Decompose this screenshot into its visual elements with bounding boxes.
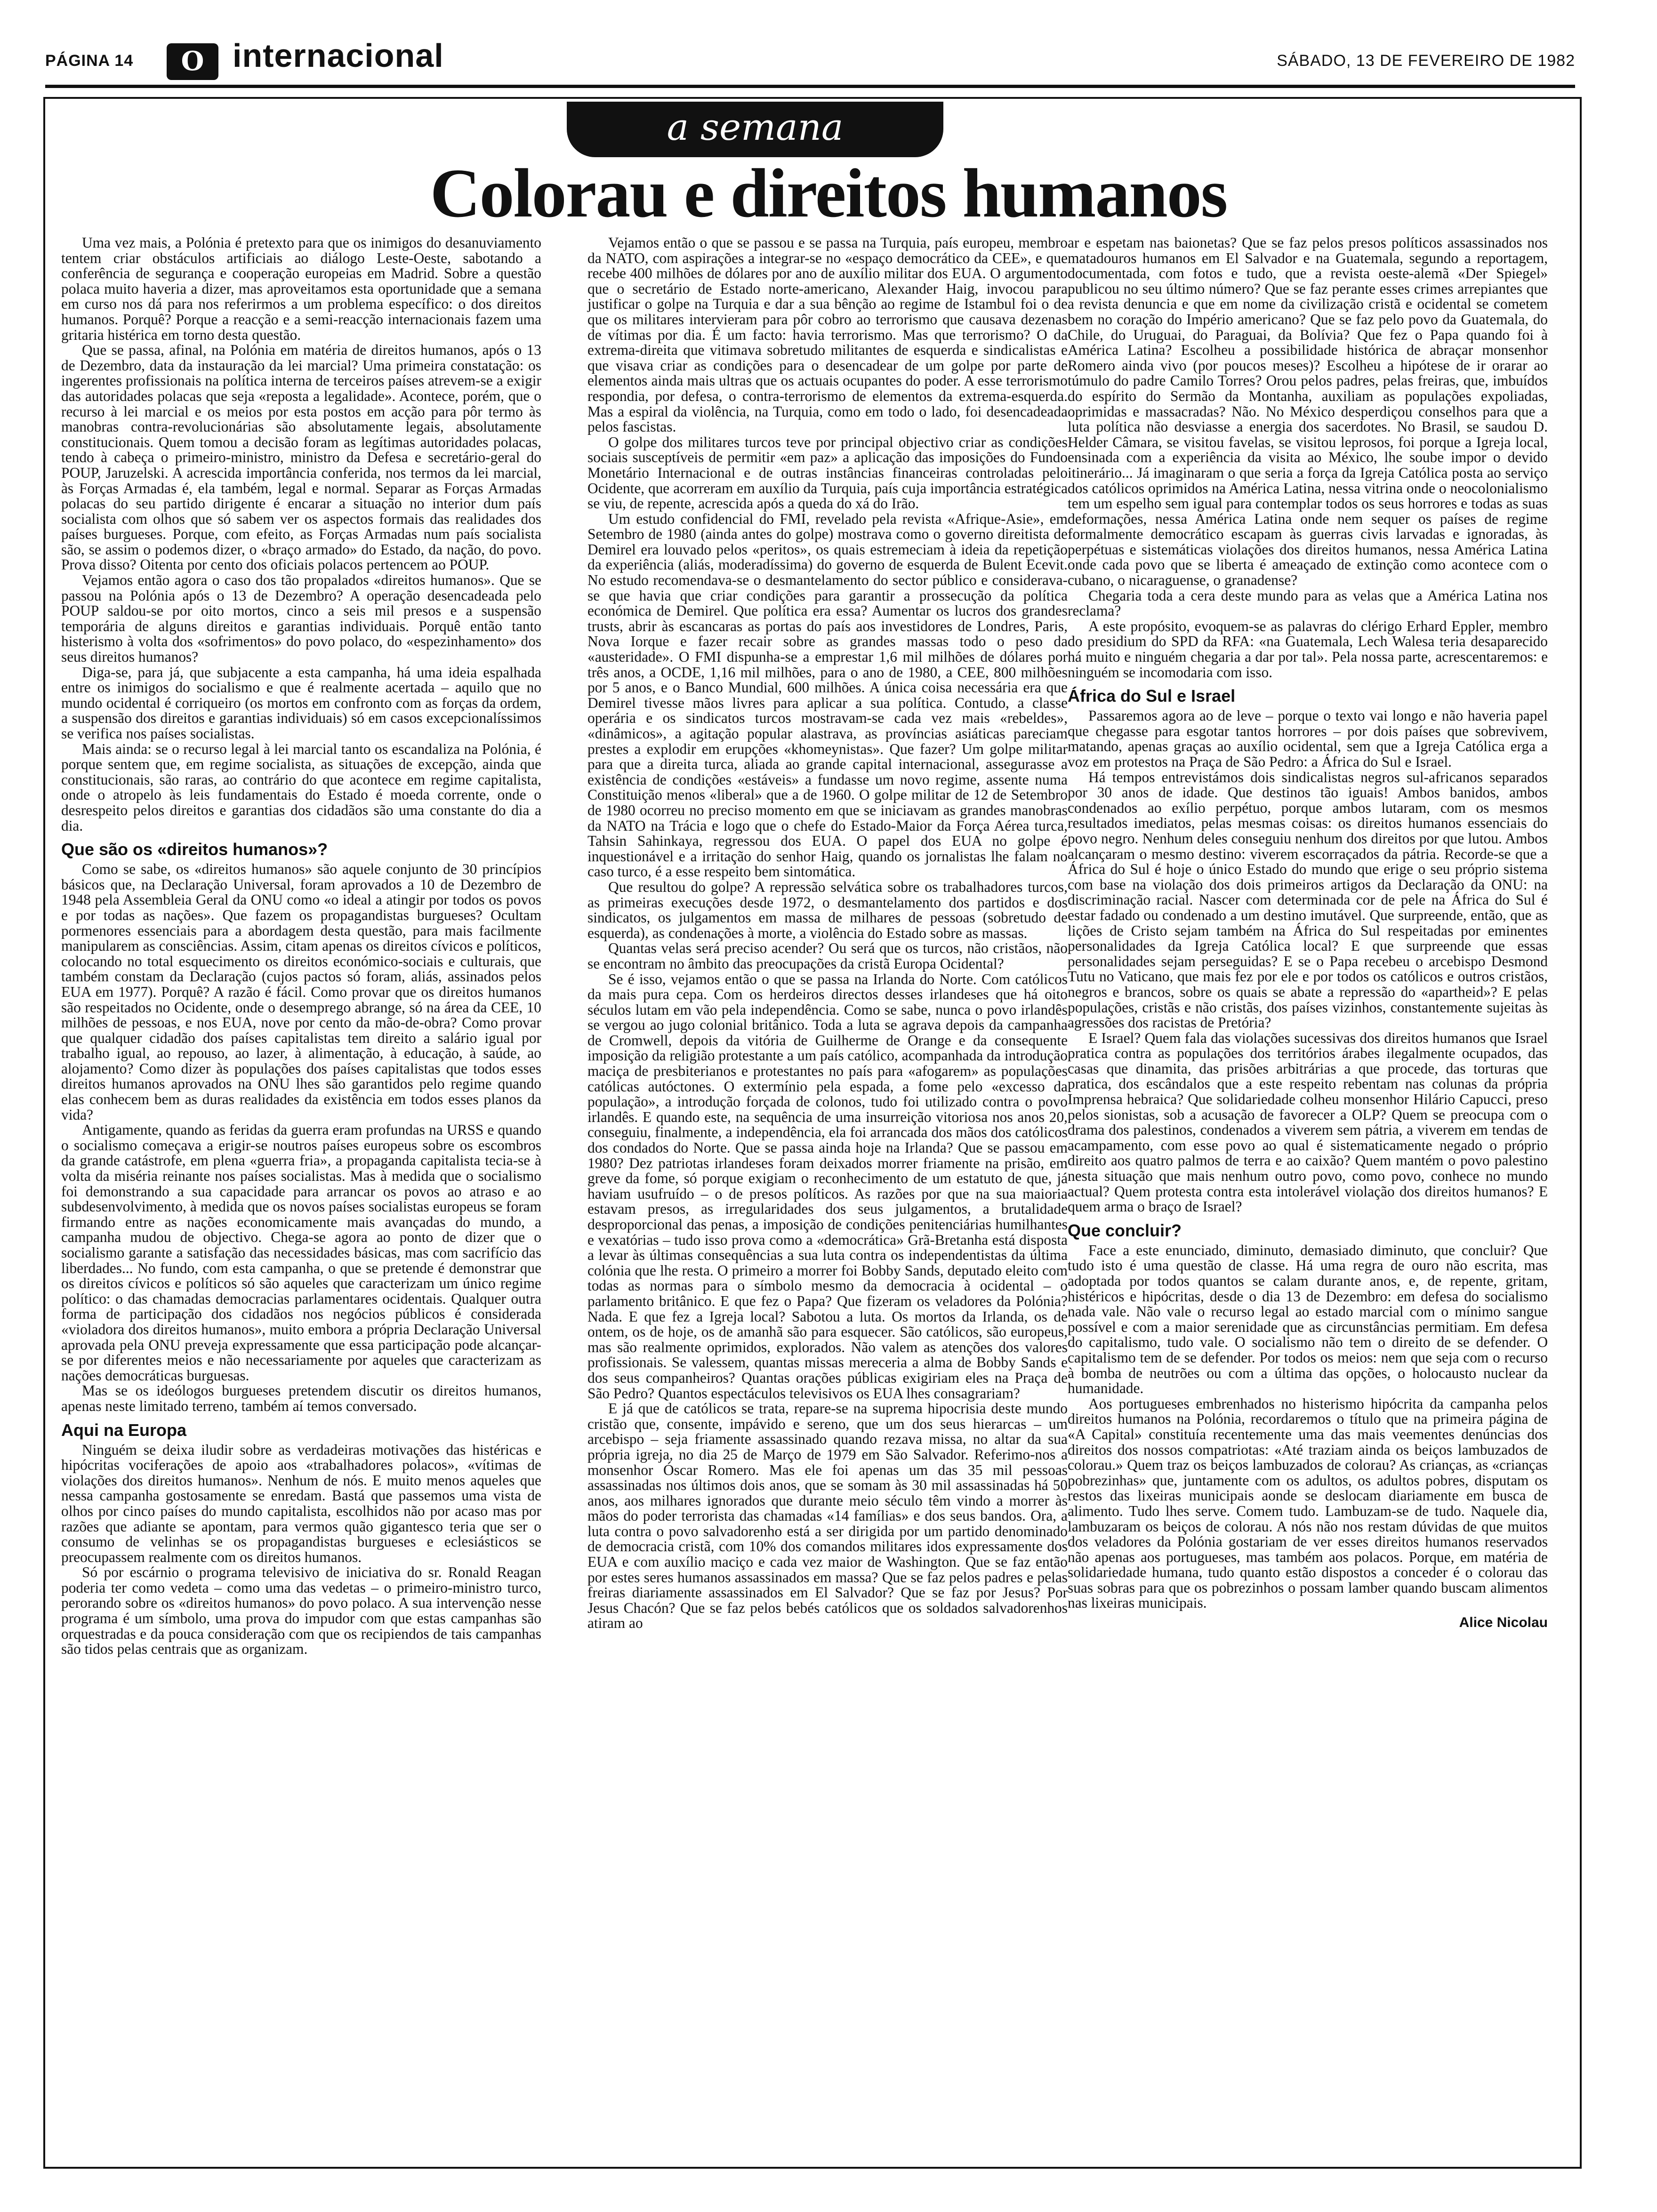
paragraph: Vejamos então o que se passou e se passa na Turquia, país europeu, membro da NATO, com aspirações a integrar-se no «espaço democrático da CEE», e que recebe 400 milhões de dólares por ano de auxílio militar dos EUA. O argumento que o secretário de Estado norte-americano, Alexander Haig, invocou para justificar o golpe na Turquia e dar a sua bênção ao regime de Istambul foi o de que os militares intervieram para pôr cobro ao terrorismo que causava dezenas de vítimas por dia. É um facto: havia terrorismo. Mas que terrorismo? O da extrema-direita que vitimava sobretudo militantes de esquerda e sindicalistas e que visava criar as condições para o desencadear de um golpe por parte de elementos ainda mais ultras que os actuais ocupantes do poder. A esse terrorismo respondia, por defesa, o contra-terrorismo de elementos da extrema-esquerda. Mas a espiral da violência, na Turquia, como em todo o lado, foi desencadeada pelos fascistas. — [587, 234, 1068, 435]
issue-date: SÁBADO, 13 DE FEVEREIRO DE 1982 — [1277, 52, 1575, 70]
paragraph: Como se sabe, os «direitos humanos» são aquele conjunto de 30 princípios básicos que, na Declaração Universal, foram aprovados a 10 de Dezembro de 1948 pela Assembleia Geral da ONU como «o ideal a atingir por todos os povos e por todas as nações». Que fazem os propagandistas burgueses? Ocultam pormenores essenciais para a abordagem desta questão, para mais facilmente manipularem as consciências. Assim, citam apenas os direitos cívicos e políticos, colocando no total esquecimento os direitos económico-sociais e culturais, que também constam da Declaração (cujos pactos só foram, aliás, assinados pelos EUA em 1977). Porquê? A razão é fácil. Como provar que os direitos humanos são respeitados no Ocidente, onde o desemprego abrange, só na área da CEE, 10 milhões de pessoas, e nos EUA, nove por cento da mão-de-obra? Como provar que qualquer cidadão dos países capitalistas tem direito a salário igual por trabalho igual, ao repouso, ao lazer, à alimentação, à educação, à saúde, ao alojamento? Como dizer às populações dos países capitalistas que todos esses direitos humanos aprovados na ONU lhes são garantidos pelo regime quando elas conhecem bem as duras realidades da existência em todos esses planos da vida? — [61, 861, 541, 1123]
header-rule — [45, 85, 1575, 88]
paragraph: ar e espetam nas baionetas? Que se faz pelos presos políticos assassinados nos matadouros humanos em El Salvador e na Guatemala, segundo a reportagem, documentada, com fotos e tudo, que a revista oeste-alemã «Der Spiegel» publicou no seu último número? Que se faz perante esses crimes arrepiantes que a revista denuncia e que em nome da civilização cristã e ocidental se cometem bem no coração do Império americano? Que se faz pelo povo da Guatemala, do Chile, do Uruguai, do Paraguai, da Bolívia? Que fez o Papa quando foi à América Latina? Escolheu a possibilidade histórica de abraçar monsenhor Romero ainda vivo (por poucos meses)? Escolheu a hipótese de ir orarar ao túmulo do padre Camilo Torres? Orou pelos padres, pelas freiras, que, imbuídos do espírito do Sermão da Montanha, auxiliam as populações expoliadas, oprimidas e massacradas? Não. No México desperdiçou conselhos para que a luta política não desviasse a energia dos sacerdotes. No Brasil, se saudou D. Helder Câmara, se visitou favelas, se visitou leprosos, foi porque a Igreja local, ensinada com a experiência da visita ao México, lhe soube impor o devido itinerário... Já imaginaram o que seria a força da Igreja Católica posta ao serviço dos católicos oprimidos na América Latina, nessa vitrina onde o neocolonialismo tem um espelho sem igual para contemplar todos os seus horrores e todas as suas deformações, nessa América Latina onde nem sequer os países de regime formalmente democrático escapam às guerras civis larvadas e ignoradas, às perpétuas e sistemáticas violações dos direitos humanos, nessa América Latina onde cada povo que se liberta é ameaçado de extinção como acontece com o cubano, o nicaraguense, o granadense? — [1068, 234, 1548, 589]
paragraph: O golpe dos militares turcos teve por principal objectivo criar as condições sociais susceptíveis de permitir «em paz» a aplicação das imposições do Fundo Monetário Internacional e de outras instâncias financeiras controladas pelo Ocidente, que acorreram em auxílio da Turquia, país cuja importância estratégica se viu, de repente, acrescida após a queda do xá do Irão. — [587, 433, 1068, 512]
section-name: internacional — [233, 37, 444, 74]
paragraph: E Israel? Quem fala das violações sucessivas dos direitos humanos que Israel pratica contra as populações dos territórios árabes ilegalmente ocupados, das casas que dinamita, das prisões arbitrárias a que procede, das torturas que pratica, dos escândalos que a este respeito rebentam nas colunas da própria Imprensa hebraica? Que solidariedade colheu monsenhor Hilário Capucci, preso pelos sionistas, sob a acusação de favorecer a OLP? Quem se preocupa com o drama dos palestinos, condenados a viverem sem pátria, a viverem em tendas de acampamento, com esse povo ao qual é sistematicamente negado o próprio direito aos quatro palmos de terra e ao caixão? Quem mantém o povo palestino nesta situação que mais nenhum outro povo, como povo, conhece no mundo actual? Quem protesta contra esta intolerável violação dos direitos humanos? E quem arma o braço de Israel? — [1068, 1029, 1548, 1215]
paragraph: Vejamos então agora o caso dos tão propalados «direitos humanos». Que se passou na Polónia após o 13 de Dezembro? A operação desencadeada pelo POUP saldou-se por oito mortos, cinco a seis mil presos e a suspensão temporária de alguns direitos e garantias individuais. Porquê então tanto histerismo à volta dos «sofrimentos» do povo polaco, do «espezinhamento» dos seus direitos humanos? — [61, 572, 541, 665]
author-signature: Alice Nicolau — [1459, 1615, 1548, 1631]
subheading: Que concluir? — [1068, 1220, 1182, 1240]
paragraph: Chegaria toda a cera deste mundo para as velas que a América Latina nos reclama? — [1068, 587, 1548, 619]
paragraph: Antigamente, quando as feridas da guerra eram profundas na URSS e quando o socialismo começava a erigir-se noutros países europeus sobre os escombros da grande catástrofe, em plena «guerra fria», a propaganda capitalista tecia-se à volta da miséria reinante nos países socialistas. Mas à medida que o socialismo foi demonstrando a sua capacidade para arrancar os povos ao atraso e ao subdesenvolvimento, à medida que os novos países socialistas europeus se foram firmando entre as nações economicamente mais avançadas do mundo, a campanha mudou de objectivo. Chega-se agora ao ponto de dizer que o socialismo garante a satisfação das necessidades básicas, mas com sacrifício das liberdades... No fundo, com esta campanha, o que se pretende é demonstrar que os direitos cívicos e políticos só são aqueles que caracterizam um único regime político: o das chamadas democracias parlamentares ocidentais. Qualquer outra forma de participação dos cidadãos nos negócios públicos é considerada «violadora dos direitos humanos», muito embora a própria Declaração Universal aprovada pela ONU preveja expressamente que essa participação pode alcançar-se por diferentes meios e não necessariamente por aqueles que caracterizam as nações democráticas burguesas. — [61, 1122, 541, 1384]
paragraph: Aos portugueses embrenhados no histerismo hipócrita da campanha pelos direitos humanos na Polónia, recordaremos o título que na primeira página de «A Capital» constituía recentemente uma das mais veementes denúncias dos direitos dos nossos compatriotas: «Até traziam ainda os beiços lambuzados de colorau.» Quem traz os beiços lambuzados de colorau? As crianças, as «crianças pobrezinhas» que, juntamente com os adultos, os adultos pobres, disputam os restos das lixeiras municipais aonde se deslocam diariamente em busca de alimento. Tudo lhes serve. Comem tudo. Lambuzam-se de tudo. Naquele dia, lambuzaram os beiços de colorau. A nós não nos restam dúvidas de que muitos dos veladores da Polónia gostariam de ver esses direitos humanos reservados não apenas aos portugueses, mas também aos polacos. Porque, em matéria de solidariedade humana, tudo quanto estão dispostos a conceder é o colorau das suas sobras para que os pobrezinhos o possam lamber quando buscam alimentos nas lixeiras municipais. — [1068, 1395, 1548, 1611]
subheading: África do Sul e Israel — [1068, 686, 1236, 706]
paragraph: Há tempos entrevistámos dois sindicalistas negros sul-africanos separados por 30 anos de idade. Que destinos tão iguais! Ambos banidos, ambos condenados ao exílio perpétuo, porque ambos lutaram, com os mesmos resultados imediatos, pelas mesmas coisas: os direitos humanos essenciais do povo negro. Nenhum deles conseguiu nenhum dos direitos por que lutou. Ambos alcançaram o mesmo destino: viverem escorraçados da pátria. Recorde-se que a África do Sul é hoje o único Estado do mundo que erige o seu próprio sistema com base na violação dos dois primeiros artigos da Declaração da ONU: na discriminação racial. Nascer com determinada cor de pele na África do Sul é estar fadado ou condenado a um destino imutável. Que surpreende, então, que as lições de Cristo sejam também na África do Sul respeitadas por eminentes personalidades da Igreja Católica local? E que surpreende que essas personalidades sejam perseguidas? E se o Papa recebeu o arcebispo Desmond Tutu no Vaticano, que mais fez por ele e por todos os católicos e outros cristãos, negros e brancos, sobre os quais se abate a repressão do «apartheid»? E pelas populações, cristãs e não cristãs, dos países vizinhos, constantemente sujeitas às agressões dos racistas de Pretória? — [1068, 769, 1548, 1031]
subheading: Que são os «direitos humanos»? — [61, 840, 328, 859]
paragraph: Ninguém se deixa iludir sobre as verdadeiras motivações das histéricas e hipócritas vociferações de apoio aos «trabalhadores polacos», «vítimas de violações dos direitos humanos». Nenhum de nós. E muito menos aqueles que nessa campanha gostosamente se enredam. Bastá que passemos uma vista de olhos por cinco países do mundo capitalista, escolhidos não por acaso mas por razões que adiante se apontam, para vermos quão gigantesco teria que ser o consumo de velinhas se os propagandistas burgueses e eclesiásticos se preocupassem realmente com os direitos humanos. — [61, 1441, 541, 1565]
paragraph: Passaremos agora ao de leve – porque o texto vai longo e não haveria papel que chegasse para esgotar tantos horrores – por dois países que sobrevivem, matando, apenas graças ao auxílio ocidental, sem que a Igreja Católica erga a voz em protestos na Praça de São Pedro: a África do Sul e Israel. — [1068, 707, 1548, 770]
paragraph: Só por escárnio o programa televisivo de iniciativa do sr. Ronald Reagan poderia ter como vedeta – como uma das vedetas – o primeiro-ministro turco, perorando sobre os «direitos humanos» do povo polaco. A sua intervenção nesse programa é um símbolo, uma prova do impudor com que estas campanhas são orquestradas e da pouca consideração com que os recipiendos de tais campanhas são tidos pelas centrais que as organizam. — [61, 1564, 541, 1658]
paragraph: E já que de católicos se trata, repare-se na suprema hipocrisia deste mundo cristão que, consente, impávido e sereno, que um dos seus hierarcas – um arcebispo – seja friamente assassinado quando rezava missa, no altar da sua própria igreja, no dia 25 de Março de 1979 em São Salvador. Referimo-nos a monsenhor Óscar Romero. Mas ele foi apenas um das 35 mil pessoas assassinadas nos últimos dois anos, que se somam às 30 mil assassinadas há 50 anos, aos milhares ignorados que durante meio século têm vindo a morrer às mãos do poder terrorista das chamadas «14 famílias» e dos seus bandos. Ora, a luta contra o povo salvadorenho está a ser dirigida por um partido denominado de democracia cristã, com 10% dos comandos militares idos expressamente dos EUA e com auxílio maciço e cada vez maior de Washington. Que se faz então por estes seres humanos assassinados em massa? Que se faz pelos padres e pelas freiras diariamente assassinados em El Salvador? Que se faz por Jesus? Por Jesus Chacón? Que se faz pelos bebés católicos que os soldados salvadorenhos atiram ao — [587, 1400, 1068, 1632]
article-column-2 — [587, 235, 1068, 1631]
paragraph: A este propósito, evoquem-se as palavras do clérigo Erhard Eppler, membro do presidium do SPD da RFA: «na Guatemala, Lech Walesa teria desaparecido há muito e ninguém chegaria a dar por tal». Pela nossa parte, acrescentaremos: e ninguém se incomodaria com isso. — [1068, 617, 1548, 681]
paragraph: Que resultou do golpe? A repressão selvática sobre os trabalhadores turcos, as primeiras execuções desde 1972, o desmantelamento dos partidos e dos sindicatos, os julgamentos em massa de milhares de pessoas (sobretudo de esquerda), as condenações à morte, a violência do Estado sobre as massas. — [587, 878, 1068, 941]
page-header — [45, 37, 1575, 83]
paragraph: Se é isso, vejamos então o que se passa na Irlanda do Norte. Com católicos da mais pura cepa. Com os herdeiros directos desses irlandeses que há oito séculos lutam em vão pela independência. Como se sabe, nunca o povo irlandês se vergou ao jugo colonial britânico. Toda a luta se agrava depois da campanha de Cromwell, depois da vitória de Guilherme de Orange e da consequente imposição da religião protestante a um país católico, acompanhada da introdução maciça de presbiterianos e protestantes no país para «afogarem» as populações católicas autóctones. O extermínio pela espada, a fome pelo «excesso da população», a introdução forçada de colonos, tudo foi utilizado contra o povo irlandês. E quando este, na sequência de uma insurreição vitoriosa nos anos 20, conseguiu, finalmente, a independência, ela foi arrancada dos mãos dos católicos dos condados do Norte. Que se passa ainda hoje na Irlanda? Que se passou em 1980? Dez patriotas irlandeses foram deixados morrer friamente na prisão, em greve da fome, só porque exigiam o reconhecimento de um estatuto de que, já haviam usufruído – o de presos políticos. As razões por que na sua maioria estavam presos, as irregularidades dos seus julgamentos, a brutalidade desproporcional das penas, a imposição de condições penitenciárias humilhantes e vexatórias – tudo isso prova como a «democrática» Grã-Bretanha está disposta a levar às últimas consequências a sua luta contra os independentistas da última colónia que lhe resta. O primeiro a morrer foi Bobby Sands, deputado eleito com todas as normas para o símbolo mesmo da democracia à ocidental – o parlamento britânico. E que fez o Papa? Que fizeram os veladores da Polónia? Nada. E que fez a Igreja local? Sabotou a luta. Os mortos da Irlanda, os de ontem, os de hoje, os de amanhã são para esquecer. São católicos, são europeus, mas são realmente oprimidos, explorados. Não valem as atenções dos valores profissionais. Se valessem, quantas missas mereceria a alma de Bobby Sands e dos seus companheiros? Quantas orações públicas exigiriam eles na Praça de São Pedro? Quantos espectáculos televisivos os EUA lhes consagrariam? — [587, 970, 1068, 1402]
column-banner: a semana — [567, 102, 943, 157]
paragraph: Um estudo confidencial do FMI, revelado pela revista «Afrique-Asie», em Setembro de 1980 (ainda antes do golpe) mostrava como o governo direitista de Demirel era louvado pelos «peritos», os quais estremeciam à ideia da repetição da experiência (aliás, moderadíssima) do governo de esquerda de Bulent Ecevit. No estudo recomendava-se o desmantelamento do sector público e considerava-se que havia que criar condições para garantir a prossecução da política económica de Demirel. Que política era essa? Aumentar os lucros dos grandes trusts, abrir às escancaras as portas do país aos investidores de Londres, Paris, Nova Iorque e fazer recair sobre as grandes massas todo o peso da «austeridade». O FMI dispunha-se a emprestar 1,6 mil milhões de dólares por três anos, a OCDE, 1,16 mil milhões, para o ano de 1980, a CEE, 800 milhões por 5 anos, e o Banco Mundial, 600 milhões. A única coisa necessária era que Demirel tivesse mãos livres para aplicar a sua política. Contudo, a classe operária e os sindicatos turcos mostravam-se cada vez mais «rebeldes», «dinâmicos», a agitação popular alastrava, as províncias asiáticas pareciam prestes a explodir em erupções «khomeynistas». Que fazer? Um golpe militar para que a direita turca, aliada ao grande capital internacional, assegurasse a existência de condições «estáveis» a fundasse um novo regime, assente numa Constituição menos «liberal» que a de 1960. O golpe militar de 12 de Setembro de 1980 ocorreu no preciso momento em que se iniciavam as grandes manobras da NATO na Trácia e logo que o chefe do Estado-Maior da Força Aérea turca, Tahsin Sahinkaya, regressou dos EUA. O papel dos EUA no golpe é inquestionável e a irritação do senhor Haig, quando os jornalistas lhe falam no caso turco, é a esse respeito bem sintomática. — [587, 510, 1068, 880]
paragraph: Mas se os ideólogos burgueses pretendem discutir os direitos humanos, apenas neste limitado terreno, também aí temos conversado. — [61, 1382, 541, 1414]
paragraph: Diga-se, para já, que subjacente a esta campanha, há uma ideia espalhada entre os inimigos do socialismo e que é realmente acertada – aquilo que no mundo ocidental é corriqueiro (os mortos em confronto com as forças da ordem, a suspensão dos direitos e garantias individuais) só em casos excepcionalíssimos se verifica nos países socialistas. — [61, 664, 541, 742]
subheading: Aqui na Europa — [61, 1420, 187, 1440]
paragraph: Quantas velas será preciso acender? Ou será que os turcos, não cristãos, não se encontram no âmbito das preocupações da cristã Europa Ocidental? — [587, 940, 1068, 972]
article-title: Colorau e direitos humanos — [430, 155, 1227, 232]
article-column-1 — [61, 235, 541, 1657]
article-column-3 — [1068, 235, 1548, 1631]
paragraph: Face a este enunciado, diminuto, demasiado diminuto, que concluir? Que tudo isto é uma questão de classe. Há uma regra de ouro não escrita, mas adoptada por todos quantos se calam durante anos, e, de repente, gritam, histéricos e hipócritas, desde o dia 13 de Dezembro: em defesa do socialismo nada vale. Não vale o recurso legal ao estado marcial com o mínimo sangue possível e com a maior serenidade que as circunstâncias permitiam. Em defesa do capitalismo, tudo vale. O socialismo não tem o direito de se defender. O capitalismo tem de se defender. Por todos os meios: nem que seja com o recurso à bomba de neutrões ou com a última das opções, o holocausto nuclear da humanidade. — [1068, 1242, 1548, 1397]
page-number: PÁGINA 14 — [45, 52, 134, 70]
paragraph: Uma vez mais, a Polónia é pretexto para que os inimigos do desanuviamento tentem criar obstáculos artificiais ao diálogo Leste-Oeste, sabotando a conferência de segurança e cooperação europeias em Madrid. Sobre a questão polaca muito haveria a dizer, mas aproveitamos esta oportunidade que a semana em curso nos dá para nos referirmos a um problema específico: o dos direitos humanos. Porquê? Porque a reacção e a semi-reacção internacionais fazem uma gritaria histérica em torno desta questão. — [61, 234, 541, 343]
newspaper-logo: O — [167, 43, 218, 80]
paragraph: Mais ainda: se o recurso legal à lei marcial tanto os escandaliza na Polónia, é porque sentem que, em regime socialista, as situações de excepção, ainda que constitucionais, são raras, ao contrário do que acontece em regime capitalista, onde o atropelo às leis fundamentais do Estado é moeda corrente, onde o desrespeito pelos direitos e garantias dos cidadãos são uma constante do dia a dia. — [61, 740, 541, 834]
paragraph: Que se passa, afinal, na Polónia em matéria de direitos humanos, após o 13 de Dezembro, data da instauração da lei marcial? Uma primeira constatação: os ingerentes profissionais na política interna de terceiros países atrevem-se a exigir das autoridades polacas que seja «reposta a legalidade». Acontece, porém, que o recurso à lei marcial e os meios por esta postos em acção para pôr termo às manobras contra-revolucionárias são absolutamente legais, absolutamente constitucionais. Quem tomou a decisão foram as legítimas autoridades polacas, tendo à cabeça o primeiro-ministro, ministro da Defesa e secretário-geral do POUP, Jaruzelski. A acrescida importância conferida, nos termos da lei marcial, às Forças Armadas é, ela também, legal e normal. Separar as Forças Armadas polacas do seu partido dirigente é encarar a situação no interior dum país socialista com olhos que só sabem ver os aspectos formais das realidades dos países burgueses. Porque, com efeito, as Forças Armadas num país socialista são, se assim o podemos dizer, o «braço armado» do Estado, da nação, do povo. Prova disso? Oitenta por cento dos oficiais polacos pertencem ao POUP. — [61, 342, 541, 573]
